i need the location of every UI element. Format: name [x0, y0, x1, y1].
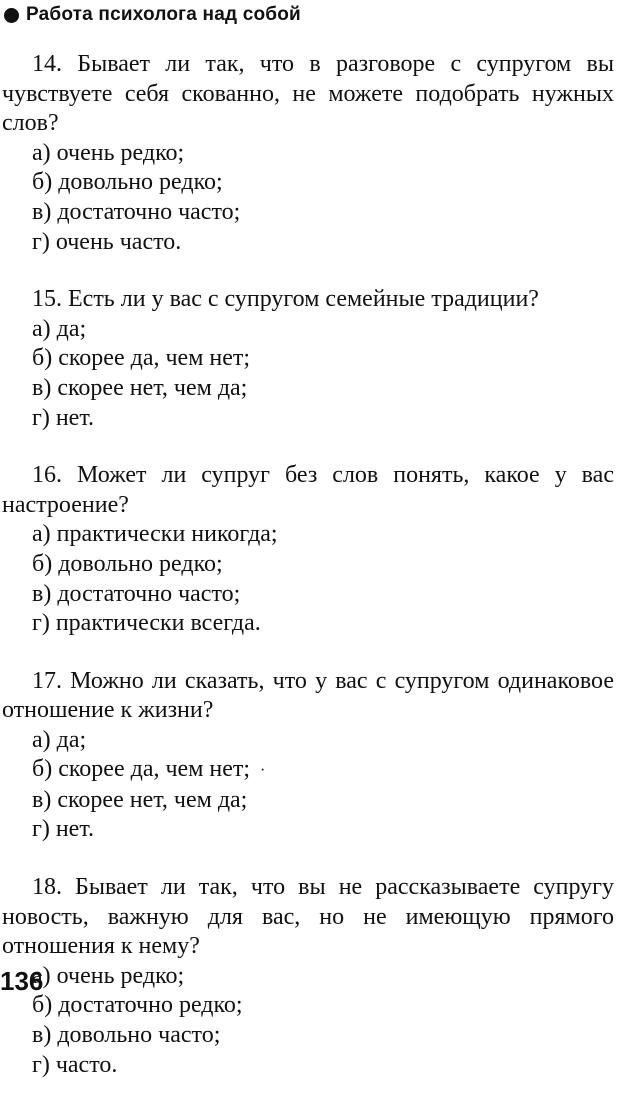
- question-16: [2, 461, 614, 639]
- answer-option-c: в) скорее нет, чем да;: [32, 786, 248, 813]
- question-text: 14. Бывает ли так, что в разговоре с супругом вы чувствуете себя скованно, не можете подобрать нужных слов?: [2, 51, 614, 137]
- page-number: 136: [0, 966, 44, 996]
- answer-option-c: в) достаточно часто;: [32, 580, 241, 607]
- question-text: 16. Может ли супруг без слов понять, какое у вас настроение?: [2, 462, 614, 518]
- answer-option-d: г) нет.: [32, 404, 95, 431]
- answer-option-a: а) очень редко;: [32, 962, 185, 989]
- answer-option-a: а) да;: [32, 315, 87, 342]
- answer-option-b: б) скорее да, чем нет;: [32, 345, 251, 372]
- answer-option-c: в) довольно часто;: [32, 1021, 221, 1048]
- questionnaire: [2, 50, 614, 1108]
- answer-option-a: а) практически никогда;: [32, 521, 278, 548]
- answer-option-c: в) достаточно часто;: [32, 198, 241, 225]
- question-17: [2, 667, 614, 845]
- bullet-icon: [4, 8, 19, 23]
- page-header: [4, 4, 301, 26]
- answer-option-b: б) довольно редко;: [32, 169, 223, 196]
- answer-option-d: г) часто.: [32, 1051, 118, 1078]
- question-text: 17. Можно ли сказать, что у вас с супругом одинаковое отношение к жизни?: [2, 667, 614, 724]
- question-15: [2, 285, 614, 433]
- question-18: [2, 873, 614, 1080]
- header-title: Работа психолога над собой: [26, 4, 301, 25]
- question-text: 18. Бывает ли так, что вы не рассказываете супругу новость, важную для вас, но не имеющую прямого отношения к нему?: [2, 873, 614, 960]
- answer-option-d: г) нет.: [32, 816, 95, 843]
- answer-option-b-text: б) скорее да, чем нет;: [32, 756, 251, 783]
- ink-speck: ·: [260, 762, 266, 780]
- answer-option-d: г) очень часто.: [32, 228, 182, 255]
- question-text: 15. Есть ли у вас с супругом семейные традиции?: [32, 286, 539, 313]
- answer-option-b: б) достаточно редко;: [32, 992, 243, 1019]
- answer-option-b: б) довольно редко;: [32, 550, 223, 577]
- answer-option-d: г) практически всегда.: [32, 610, 261, 637]
- question-14: [2, 50, 614, 257]
- answer-option-c: в) скорее нет, чем да;: [32, 374, 248, 401]
- answer-option-a: а) да;: [32, 726, 87, 753]
- answer-option-b: [2, 755, 614, 785]
- answer-option-a: а) очень редко;: [32, 139, 185, 166]
